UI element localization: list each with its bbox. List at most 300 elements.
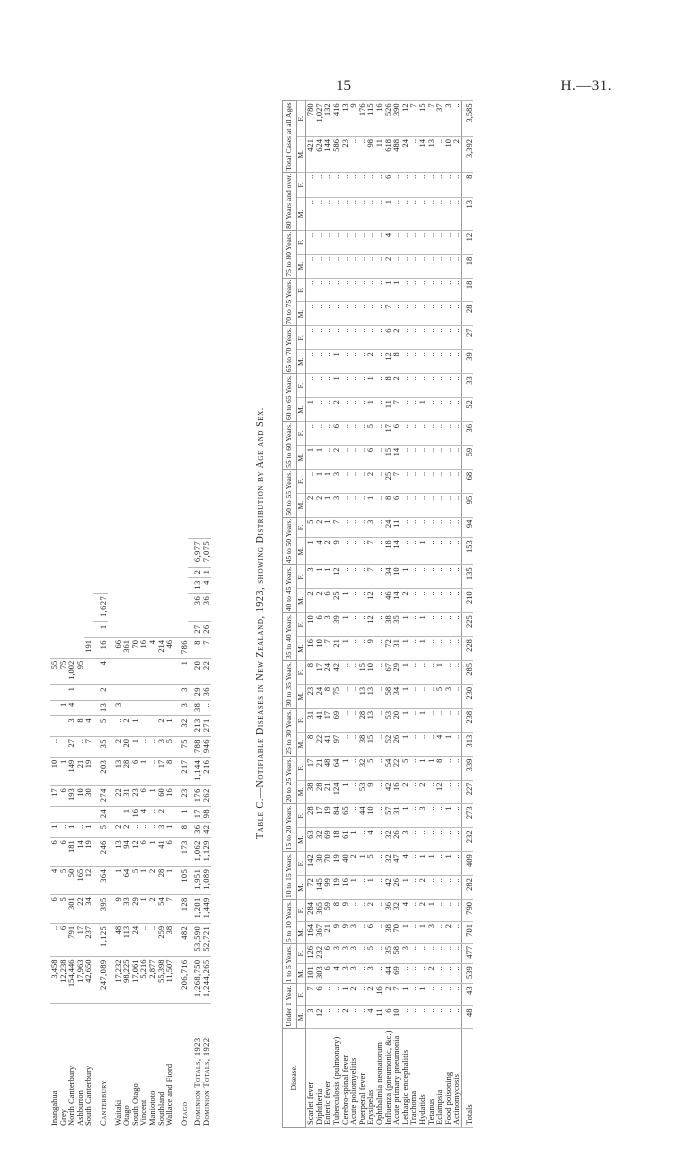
count-cell: .. xyxy=(409,964,418,984)
count-cell: 3 xyxy=(366,964,375,984)
count-cell: .. xyxy=(452,780,461,804)
population-cell: 42,650 xyxy=(84,957,93,1004)
count-cell: .. xyxy=(444,469,453,493)
count-cell: .. xyxy=(375,804,384,828)
count-cell: 7 xyxy=(409,101,418,137)
count-cell: .. xyxy=(444,230,453,254)
count-cell: .. xyxy=(418,374,427,398)
count-cell: 5 xyxy=(59,895,68,924)
count-cell: 44 xyxy=(384,964,393,984)
total-cell: 36 xyxy=(461,422,473,446)
count-cell: .. xyxy=(435,398,444,422)
count-cell: .. xyxy=(409,230,418,254)
count-cell: 4 xyxy=(139,806,148,822)
count-cell: 9 xyxy=(366,637,375,661)
count-cell: 53,590 xyxy=(188,923,202,957)
count-cell: .. xyxy=(452,445,461,469)
notifiable-diseases-table xyxy=(282,100,473,1128)
count-cell: 36 xyxy=(384,900,393,922)
count-cell: 6 xyxy=(165,838,174,867)
count-cell: .. xyxy=(349,613,358,637)
count-cell: .. xyxy=(341,565,350,589)
count-cell xyxy=(131,658,140,684)
column-header: Disease. xyxy=(283,1028,306,1127)
count-cell: .. xyxy=(375,493,384,517)
count-cell: .. xyxy=(427,732,436,756)
disease-name: Influenza (pneumonic, &c.) xyxy=(384,1028,393,1127)
count-cell: .. xyxy=(409,661,418,685)
count-cell: .. xyxy=(452,708,461,732)
total-cell: 232 xyxy=(461,828,473,852)
count-cell: .. xyxy=(435,422,444,446)
disease-name: Tuberculosis (pulmonary) xyxy=(332,1028,341,1127)
count-cell: 1 xyxy=(323,493,332,517)
count-cell: 105 xyxy=(174,866,189,895)
count-cell: 8 xyxy=(384,374,393,398)
count-cell: .. xyxy=(444,493,453,517)
table-row xyxy=(341,101,350,1128)
count-cell: 15 xyxy=(384,445,393,469)
count-cell: .. xyxy=(409,876,418,900)
count-cell: 6 xyxy=(384,172,393,197)
count-cell: 6 xyxy=(50,895,59,924)
count-cell: 2 xyxy=(427,964,436,984)
district-name: Maniototo xyxy=(148,1004,157,1129)
count-cell: 1 xyxy=(401,613,410,637)
count-cell: 97 xyxy=(332,732,341,756)
count-cell: .. xyxy=(375,422,384,446)
count-cell: 46 xyxy=(165,638,174,659)
total-cell: 228 xyxy=(461,637,473,661)
count-cell: .. xyxy=(427,326,436,350)
count-cell: .. xyxy=(358,944,367,964)
count-cell: .. xyxy=(358,278,367,302)
count-cell: 1 xyxy=(93,622,108,638)
count-cell: 42 xyxy=(384,876,393,900)
count-cell: 2 xyxy=(315,589,324,613)
total-cell: 18 xyxy=(461,254,473,278)
disease-name: Scarlet fever xyxy=(306,1028,315,1127)
count-cell: .. xyxy=(435,230,444,254)
count-cell: .. xyxy=(358,964,367,984)
count-cell: 3 xyxy=(157,822,166,838)
count-cell: 271 xyxy=(202,716,211,737)
count-cell: 60 xyxy=(157,786,166,807)
count-cell: .. xyxy=(349,326,358,350)
count-cell: .. xyxy=(418,517,427,538)
count-cell: .. xyxy=(332,172,341,197)
count-cell: .. xyxy=(444,565,453,589)
count-cell: .. xyxy=(401,374,410,398)
count-cell: .. xyxy=(418,172,427,197)
count-cell: 1 xyxy=(67,685,76,701)
count-cell: .. xyxy=(444,944,453,964)
count-cell: .. xyxy=(452,828,461,852)
table-row xyxy=(139,539,148,1129)
count-cell: 365 xyxy=(315,900,324,922)
count-cell: .. xyxy=(427,445,436,469)
sex-header-female: F. xyxy=(296,661,306,685)
sex-header-male: M. xyxy=(296,828,306,852)
count-cell: 6 xyxy=(131,757,140,786)
count-cell: 2 xyxy=(401,780,410,804)
count-cell: .. xyxy=(435,469,444,493)
count-cell: .. xyxy=(409,780,418,804)
count-cell: 1 xyxy=(165,822,174,838)
population-cell: 247,089 xyxy=(93,957,108,1004)
sex-header-female: F. xyxy=(296,756,306,780)
count-cell: .. xyxy=(315,172,324,197)
count-cell: 39 xyxy=(332,613,341,637)
total-cell: 95 xyxy=(461,493,473,517)
count-cell: .. xyxy=(349,661,358,685)
count-cell: 75 xyxy=(332,684,341,708)
count-cell: .. xyxy=(418,422,427,446)
count-cell: 8 xyxy=(76,716,85,737)
count-cell: 57 xyxy=(384,804,393,828)
count-cell: 7 xyxy=(165,895,174,924)
column-header: 35 to 40 Years. xyxy=(283,613,297,661)
count-cell: 2 xyxy=(108,822,123,838)
count-cell: 1 xyxy=(427,852,436,876)
count-cell: .. xyxy=(452,230,461,254)
count-cell xyxy=(139,716,148,737)
count-cell: 2 xyxy=(148,895,157,924)
count-cell: 3 xyxy=(323,613,332,637)
count-cell: 16 xyxy=(139,638,148,659)
count-cell: .. xyxy=(358,637,367,661)
population-cell: 55,398 xyxy=(157,957,166,1004)
count-cell: 53 xyxy=(358,780,367,804)
count-cell xyxy=(76,685,85,701)
total-cell: 225 xyxy=(461,613,473,637)
total-cell: 701 xyxy=(461,922,473,944)
count-cell: 17 xyxy=(50,786,59,807)
total-cell: 94 xyxy=(461,517,473,538)
district-name: Otago xyxy=(122,1004,131,1129)
count-cell: 1 xyxy=(427,756,436,780)
count-cell: 2 xyxy=(366,469,375,493)
count-cell: 5 xyxy=(435,684,444,708)
count-cell: 1 xyxy=(341,637,350,661)
count-cell: .. xyxy=(418,445,427,469)
count-cell: .. xyxy=(435,944,444,964)
count-cell: 48 xyxy=(108,923,123,957)
count-cell: 5 xyxy=(366,944,375,964)
count-cell: .. xyxy=(444,637,453,661)
count-cell: .. xyxy=(148,923,157,957)
sex-header-female: F. xyxy=(296,172,306,197)
disease-name: Acute primary pneumonia xyxy=(392,1028,401,1127)
count-cell: 14 xyxy=(392,538,401,565)
count-cell: 395 xyxy=(93,895,108,924)
count-cell: 16 xyxy=(93,638,108,659)
count-cell: .. xyxy=(435,350,444,374)
count-cell: .. xyxy=(358,828,367,852)
count-cell: 1,027 xyxy=(315,101,324,137)
sex-header-female: F. xyxy=(296,101,306,137)
count-cell xyxy=(76,700,85,716)
count-cell: .. xyxy=(401,398,410,422)
count-cell: .. xyxy=(401,172,410,197)
count-cell: .. xyxy=(358,900,367,922)
table-row xyxy=(418,101,427,1128)
count-cell: .. xyxy=(401,538,410,565)
count-cell: 586 xyxy=(332,137,341,173)
count-cell: 16 xyxy=(375,101,384,137)
count-cell: 126 xyxy=(306,944,315,964)
count-cell: .. xyxy=(452,278,461,302)
count-cell: .. xyxy=(444,445,453,469)
count-cell xyxy=(122,685,131,701)
count-cell: .. xyxy=(148,822,157,838)
district-name: Vincent xyxy=(139,1004,148,1129)
count-cell: .. xyxy=(452,302,461,326)
table-row xyxy=(50,539,59,1129)
population-cell: 98,225 xyxy=(122,957,131,1004)
count-cell xyxy=(108,658,123,684)
total-cell: 33 xyxy=(461,374,473,398)
table-row xyxy=(323,101,332,1128)
count-cell: .. xyxy=(358,302,367,326)
count-cell: .. xyxy=(315,254,324,278)
count-cell: .. xyxy=(349,804,358,828)
count-cell: 23 xyxy=(131,786,140,807)
count-cell: 262 xyxy=(202,786,211,807)
count-cell: 2 xyxy=(452,137,461,173)
count-cell: 3 xyxy=(108,700,123,716)
count-cell: .. xyxy=(452,374,461,398)
count-cell: .. xyxy=(409,445,418,469)
count-cell: .. xyxy=(435,198,444,231)
count-cell: 6 xyxy=(384,326,393,350)
count-cell: .. xyxy=(375,828,384,852)
count-cell: .. xyxy=(444,326,453,350)
count-cell: .. xyxy=(452,565,461,589)
disease-name: Hydatids xyxy=(418,1028,427,1127)
count-cell: 13 xyxy=(108,838,123,867)
count-cell: .. xyxy=(306,254,315,278)
count-cell: 10 xyxy=(306,613,315,637)
total-cell: 3,392 xyxy=(461,137,473,173)
count-cell: 416 xyxy=(332,101,341,137)
count-cell: .. xyxy=(392,254,401,278)
sex-header-male: M. xyxy=(296,780,306,804)
count-cell: .. xyxy=(349,565,358,589)
count-cell: 1 xyxy=(315,469,324,493)
count-cell: 5 xyxy=(401,756,410,780)
count-cell: 1 xyxy=(148,786,157,807)
count-cell: 788 xyxy=(188,737,202,758)
count-cell: .. xyxy=(358,326,367,350)
count-cell: .. xyxy=(418,493,427,517)
count-cell: 21 xyxy=(323,922,332,944)
count-cell: .. xyxy=(435,493,444,517)
table-row xyxy=(315,101,324,1128)
count-cell: 1 xyxy=(332,350,341,374)
count-cell: .. xyxy=(332,1006,341,1028)
count-cell xyxy=(59,806,68,822)
count-cell xyxy=(157,700,166,716)
count-cell: .. xyxy=(418,684,427,708)
column-header: 15 to 20 Years. xyxy=(283,804,297,852)
count-cell: .. xyxy=(375,876,384,900)
count-cell: 1 xyxy=(418,708,427,732)
count-cell: 1 xyxy=(418,613,427,637)
district-name: Dominion Totals, 1923 xyxy=(188,1004,202,1129)
count-cell: 1 xyxy=(139,895,148,924)
count-cell: 50 xyxy=(67,866,76,895)
count-cell: .. xyxy=(366,254,375,278)
count-cell: .. xyxy=(427,565,436,589)
count-cell: .. xyxy=(341,350,350,374)
count-cell: .. xyxy=(409,613,418,637)
count-cell: .. xyxy=(306,278,315,302)
count-cell: 1 xyxy=(401,804,410,828)
count-cell: .. xyxy=(375,780,384,804)
disease-name: Enteric fever xyxy=(323,1028,332,1127)
count-cell: .. xyxy=(401,964,410,984)
count-cell: 28 xyxy=(358,708,367,732)
count-cell: 101 xyxy=(306,964,315,984)
count-cell: 31 xyxy=(392,637,401,661)
count-cell: 3 xyxy=(157,737,166,758)
count-cell: 1 xyxy=(341,613,350,637)
table-row xyxy=(188,539,202,1129)
count-cell: .. xyxy=(427,637,436,661)
total-cell: 59 xyxy=(461,445,473,469)
sex-header-female: F. xyxy=(296,944,306,964)
count-cell: 3 xyxy=(349,964,358,984)
count-cell: 54 xyxy=(157,895,166,924)
count-cell: 53 xyxy=(384,708,393,732)
count-cell: 36 xyxy=(188,593,202,622)
district-name: Otago xyxy=(174,1004,189,1129)
count-cell: 42 xyxy=(332,661,341,685)
count-cell: .. xyxy=(306,302,315,326)
count-cell: 216 xyxy=(202,757,211,786)
count-cell: 3 xyxy=(332,493,341,517)
table-row xyxy=(435,101,444,1128)
count-cell: .. xyxy=(323,230,332,254)
column-header: Total Cases at all Ages xyxy=(283,101,297,172)
count-cell: .. xyxy=(435,589,444,613)
count-cell: 5 xyxy=(306,517,315,538)
count-cell: .. xyxy=(452,964,461,984)
count-cell xyxy=(67,806,76,822)
count-cell: 1 xyxy=(401,661,410,685)
count-cell: 8 xyxy=(332,900,341,922)
count-cell: .. xyxy=(409,804,418,828)
count-cell: .. xyxy=(444,876,453,900)
count-cell: 6 xyxy=(366,922,375,944)
count-cell: .. xyxy=(358,230,367,254)
count-cell: .. xyxy=(427,984,436,1006)
count-cell xyxy=(131,685,140,701)
count-cell: .. xyxy=(427,374,436,398)
count-cell: 55 xyxy=(50,658,59,684)
count-cell: 1 xyxy=(84,822,93,838)
count-cell: 32 xyxy=(174,716,189,737)
count-cell: 3 xyxy=(174,700,189,716)
count-cell: .. xyxy=(401,230,410,254)
total-cell: 210 xyxy=(461,589,473,613)
count-cell: 1 xyxy=(59,757,68,786)
count-cell: 6 xyxy=(59,786,68,807)
count-cell: 2 xyxy=(93,685,108,701)
count-cell: 786 xyxy=(174,638,189,659)
column-header: Under 1 Year. xyxy=(283,984,297,1028)
count-cell: 9 xyxy=(349,101,358,137)
count-cell: .. xyxy=(435,565,444,589)
count-cell: 1 xyxy=(435,661,444,685)
count-cell: 203 xyxy=(93,757,108,786)
count-cell: 30 xyxy=(315,852,324,876)
count-cell: .. xyxy=(375,374,384,398)
count-cell: .. xyxy=(306,230,315,254)
count-cell: .. xyxy=(409,469,418,493)
sex-header-male: M. xyxy=(296,1006,306,1028)
count-cell: 59 xyxy=(323,900,332,922)
count-cell: .. xyxy=(375,254,384,278)
count-cell: .. xyxy=(358,350,367,374)
count-cell: .. xyxy=(375,230,384,254)
count-cell: .. xyxy=(444,172,453,197)
count-cell: .. xyxy=(323,326,332,350)
count-cell: .. xyxy=(452,101,461,137)
count-cell: 30 xyxy=(84,786,93,807)
count-cell: 301 xyxy=(67,895,76,924)
count-cell: .. xyxy=(444,538,453,565)
count-cell: 11 xyxy=(375,137,384,173)
count-cell: 8 xyxy=(384,493,393,517)
count-cell: 1 xyxy=(50,822,59,838)
count-cell: 3 xyxy=(349,922,358,944)
count-cell: .. xyxy=(375,661,384,685)
count-cell: 1 xyxy=(202,567,211,578)
count-cell: .. xyxy=(349,493,358,517)
count-cell: .. xyxy=(50,923,59,957)
disease-name: Eclampsia xyxy=(435,1028,444,1127)
count-cell: .. xyxy=(341,198,350,231)
count-cell: 16 xyxy=(375,984,384,1006)
table-row xyxy=(122,539,131,1129)
count-cell: 16 xyxy=(306,637,315,661)
count-cell: 22 xyxy=(76,895,85,924)
total-cell: 135 xyxy=(461,565,473,589)
count-cell: 52 xyxy=(384,732,393,756)
count-cell: 361 xyxy=(122,638,131,659)
count-cell: 1 xyxy=(401,732,410,756)
count-cell: .. xyxy=(148,806,157,822)
count-cell: 1 xyxy=(444,804,453,828)
count-cell: 32 xyxy=(358,756,367,780)
count-cell: .. xyxy=(341,469,350,493)
table-row xyxy=(392,101,401,1128)
count-cell: 3 xyxy=(427,922,436,944)
count-cell: 115 xyxy=(366,101,375,137)
count-cell: .. xyxy=(401,254,410,278)
count-cell: .. xyxy=(418,964,427,984)
count-cell: 24 xyxy=(93,806,108,822)
count-cell: 58 xyxy=(384,684,393,708)
sex-header-female: F. xyxy=(296,852,306,876)
total-cell: 477 xyxy=(461,944,473,964)
count-cell: 10 xyxy=(392,565,401,589)
total-cell: 48 xyxy=(461,1006,473,1028)
count-cell: 4 xyxy=(50,866,59,895)
count-cell: .. xyxy=(202,700,211,716)
